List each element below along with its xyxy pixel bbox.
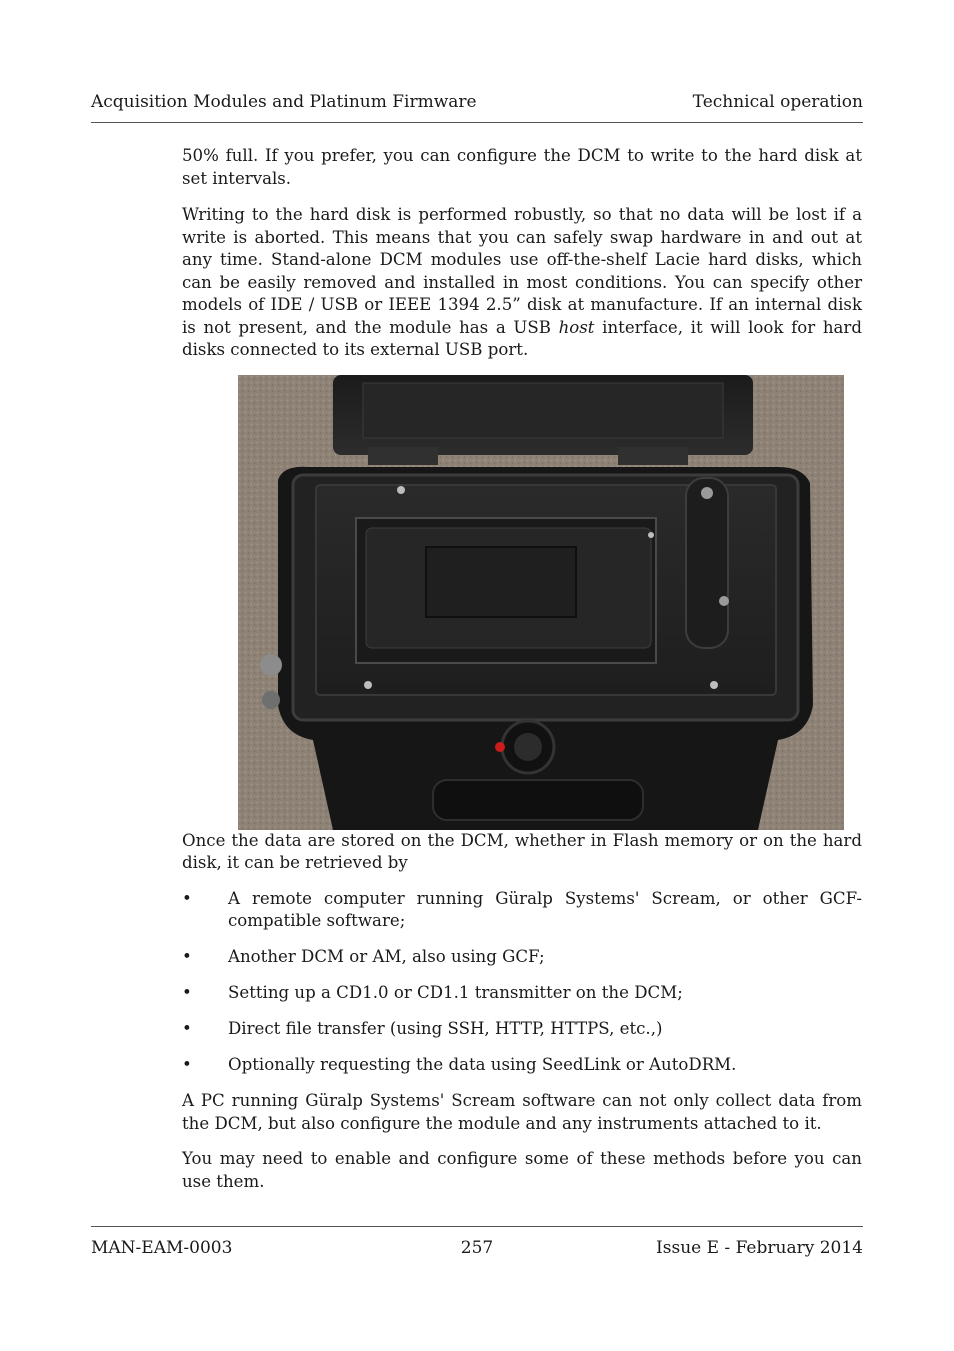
bullet-symbol: • xyxy=(182,1019,192,1038)
hinge-left xyxy=(368,447,438,465)
paragraph-2 xyxy=(182,204,862,362)
header-right: Technical operation xyxy=(692,92,863,112)
paragraph-2-end: interface, it will look for hard disks connected to its external USB port. xyxy=(182,317,862,359)
page-footer xyxy=(91,1236,863,1260)
bullet-symbol: • xyxy=(182,888,192,908)
header-left: Acquisition Modules and Platinum Firmware xyxy=(91,92,477,112)
list-item xyxy=(182,982,862,1005)
footer-rule xyxy=(91,1226,863,1227)
list-item xyxy=(182,888,862,933)
paragraph-5: You may need to enable and configure some of these methods before you can use them. xyxy=(182,1149,862,1191)
paragraph-2-host: host xyxy=(558,317,595,337)
display-window xyxy=(426,547,576,617)
list-item-text: Direct file transfer (using SSH, HTTP, HTTPS, etc.,) xyxy=(228,1019,663,1038)
red-led xyxy=(495,742,505,752)
list-item xyxy=(182,1054,862,1077)
bullet-symbol: • xyxy=(182,983,192,1002)
side-cylinder xyxy=(686,478,728,648)
paragraph-2-start: Writing to the hard disk is performed robustly, so that no data will be lost if a write is aborted. This means that you can safely swap hardware in and out at any time. Stand-alone DCM modules use off-the-shelf Lacie hard disks, which can be easily removed and installed in most conditions. You can specify other models of IDE / USB or IEEE 1394 2.5” disk at manufacture. If an internal disk is not present, and the module has a USB xyxy=(182,205,862,337)
list-item-text: A remote computer running Güralp Systems' Scream, or other GCF-compatible software; xyxy=(228,888,862,930)
page-header xyxy=(91,90,863,114)
page-body xyxy=(182,145,862,1193)
header-rule xyxy=(91,122,863,123)
document-id: MAN-EAM-0003 xyxy=(91,1238,233,1258)
hinge-right xyxy=(618,447,688,465)
carry-handle xyxy=(433,780,643,820)
dcm-case-photo xyxy=(238,375,844,830)
paragraph-1: 50% full. If you prefer, you can configure the DCM to write to the hard disk at set intervals. xyxy=(182,146,862,188)
list-item-text: Setting up a CD1.0 or CD1.1 transmitter on the DCM; xyxy=(228,983,683,1002)
list-item xyxy=(182,1018,862,1041)
bullet-symbol: • xyxy=(182,947,192,966)
issue-date: Issue E - February 2014 xyxy=(656,1238,863,1258)
retrieval-methods-list xyxy=(182,888,862,1077)
bullet-symbol: • xyxy=(182,1055,192,1074)
list-item xyxy=(182,946,862,969)
page-number: 257 xyxy=(460,1238,494,1258)
paragraph-4: A PC running Güralp Systems' Scream software can not only collect data from the DCM, but also configure the module and any instruments attached to it. xyxy=(182,1091,862,1133)
list-item-text: Another DCM or AM, also using GCF; xyxy=(228,947,545,966)
list-item-text: Optionally requesting the data using SeedLink or AutoDRM. xyxy=(228,1055,737,1074)
paragraph-3: Once the data are stored on the DCM, whether in Flash memory or on the hard disk, it can be retrieved by xyxy=(182,830,862,872)
